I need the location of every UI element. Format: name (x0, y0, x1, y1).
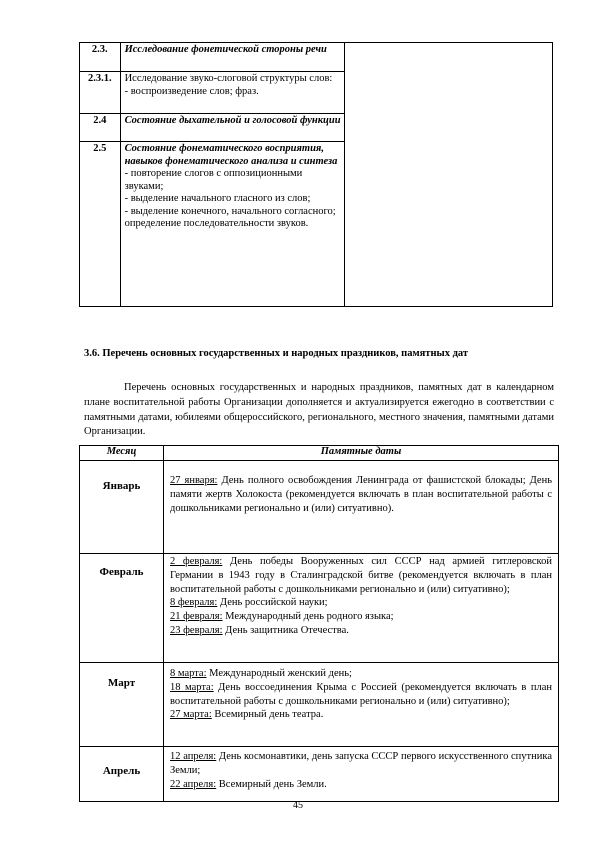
plan-row-line: - выделение конечного, начального согласного; (124, 205, 336, 217)
date-description: Международный день родного языка; (222, 611, 394, 623)
table-row (80, 461, 559, 554)
plan-row-number: 2.4 (80, 114, 121, 142)
plan-row-number: 2.5 (80, 142, 121, 307)
plan-table (79, 42, 553, 307)
date-description: День воссоединения Крыма с Россией (рекомендуется включать в план воспитательной работы с дошкольниками регионально и (или) ситуативно); (170, 681, 553, 707)
plan-row-line: - выделение начального гласного из слов; (124, 193, 311, 204)
date-label: 18 марта: (170, 681, 214, 693)
plan-row-title: Состояние фонематического восприятия, навыков фонематического анализа и синтеза (124, 143, 338, 167)
dates-column-header: Памятные даты (164, 446, 559, 461)
date-entry (170, 750, 552, 778)
page-number: 45 (293, 800, 303, 811)
dates-cell (164, 663, 559, 747)
date-entry (170, 474, 552, 515)
date-label: 21 февраля: (170, 611, 223, 623)
date-entry (170, 667, 552, 681)
date-entry (170, 624, 552, 638)
date-description: Международный женский день; (206, 668, 352, 679)
month-cell: Март (80, 663, 164, 747)
date-label: 8 марта: (170, 668, 207, 679)
plan-row (80, 43, 553, 72)
date-description: День космонавтики, день запуска СССР первого искусственного спутника Земли; (170, 751, 552, 776)
date-entry (170, 708, 552, 722)
date-description: Всемирный день Земли. (216, 778, 327, 790)
month-cell: Апрель (80, 747, 164, 802)
plan-row-line: определение последовательности звуков. (124, 218, 309, 229)
date-label: 8 февраля: (170, 597, 218, 609)
date-description: День победы Вооруженных сил СССР над армией гитлеровской Германии в 1943 году в Сталинградской битве (рекомендуется включать в план воспитательной работы с дошкольниками регионально и (или) ситуативно); (170, 556, 552, 595)
date-description: День защитника Отечества. (222, 624, 349, 636)
memorable-dates-table (79, 445, 559, 802)
plan-row-text (120, 43, 345, 72)
date-label: 2 февраля: (170, 556, 223, 567)
plan-row-text (120, 142, 345, 307)
date-label: 27 января: (170, 475, 218, 486)
intro-paragraph: Перечень основных государственных и народных праздников, памятных дат в календарном плане воспитательной работы Организации дополняется и актуализируется ежегодно в соответствии с памятными датами, юбилеями общероссийского, регионального, местного значения, памятными датами Организации. (84, 382, 554, 438)
plan-row-line: - повторение слогов с оппозиционными звуками; (124, 168, 303, 192)
dates-cell (164, 461, 559, 554)
date-entry (170, 596, 552, 610)
table-row (80, 554, 559, 663)
date-label: 27 марта: (170, 709, 212, 721)
table-header-row (80, 446, 559, 461)
plan-row-title: Состояние дыхательной и голосовой функции (124, 115, 341, 126)
date-label: 12 апреля: (170, 751, 217, 762)
plan-row-line: - воспроизведение слов; фраз. (124, 85, 259, 97)
table-row (80, 747, 559, 802)
dates-cell (164, 747, 559, 802)
plan-row-text (120, 72, 345, 114)
month-cell: Январь (80, 461, 164, 554)
plan-row-number: 2.3. (80, 43, 121, 72)
date-label: 22 апреля: (170, 778, 217, 790)
table-row (80, 663, 559, 747)
section-heading: 3.6. Перечень основных государственных и народных праздников, памятных дат (84, 348, 469, 359)
month-cell: Февраль (80, 554, 164, 663)
plan-row-number: 2.3.1. (80, 72, 121, 114)
plan-row-line: Исследование звуко-слоговой структуры слов: (124, 73, 333, 84)
date-label: 23 февраля: (170, 624, 223, 636)
plan-row-title: Исследование фонетической стороны речи (124, 44, 327, 55)
plan-empty-column (345, 43, 553, 307)
dates-cell (164, 554, 559, 663)
date-entry (170, 610, 552, 624)
plan-row-text (120, 114, 345, 142)
date-description: Всемирный день театра. (211, 709, 324, 721)
date-entry (170, 555, 552, 596)
month-column-header: Месяц (80, 446, 164, 461)
date-entry (170, 778, 552, 792)
date-description: День российской науки; (217, 597, 328, 609)
date-entry (170, 681, 552, 709)
date-description: День полного освобождения Ленинграда от фашистской блокады; День памяти жертв Холокоста (рекомендуется включать в план воспитательной работы с дошкольниками регионально и (или) ситуативно). (170, 475, 552, 514)
